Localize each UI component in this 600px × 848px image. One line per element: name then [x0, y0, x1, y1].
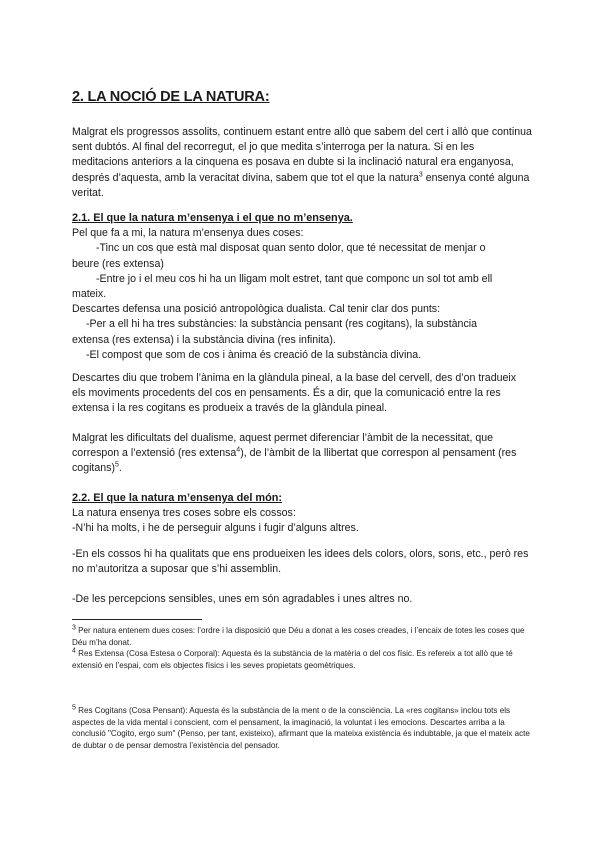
- dualism-text-c: .: [118, 462, 122, 475]
- pineal-paragraph: [72, 371, 532, 417]
- section-1-item1: -Tinc un cos que està mal disposat quan sento dolor, que té necessitat de menjar o: [96, 242, 486, 255]
- footnote-3-number: 3: [72, 624, 76, 632]
- footnote-ref-5[interactable]: 5: [115, 461, 119, 469]
- footnote-4-number: 4: [72, 647, 76, 655]
- qualities-paragraph: [72, 547, 532, 577]
- footnote-5-number: 5: [72, 704, 76, 712]
- section-2: [72, 491, 532, 537]
- intro-tail: ensenya conté alguna veritat.: [72, 171, 530, 199]
- footnote-ref-4[interactable]: 4: [236, 446, 241, 454]
- footnote-4-text: Res Extensa (Cosa Estesa o Corporal): Aquesta és la substància de la matèria o del cos físic. Es refereix a tot allò que té extensió en l’espai, com els objectes físics i les seves propietats geomètriques.: [72, 649, 513, 670]
- footnote-3-4: [72, 625, 532, 671]
- section-1-item2-cont: mateix.: [72, 288, 107, 301]
- section-1: [72, 211, 532, 363]
- intro-paragraph: [72, 125, 532, 201]
- section-1-item2: -Entre jo i el meu cos hi ha un lligam molt estret, tant que componc un sol tot amb ell: [96, 272, 493, 285]
- pineal-text: Descartes diu que trobem l’ànima en la glàndula pineal, a la base del cervell, des d’on tradueix els moviments procedents del cos en pensaments. És a dir, que la comunicació entre la res extensa i la res cogitans es produeix a través de la glàndula pineal.: [72, 372, 517, 415]
- dualism-text-b: ), de l’àmbit de la llibertat que correspon al pensament (res cogitans): [72, 447, 517, 475]
- section-1-item1-cont: beure (res extensa): [72, 257, 164, 270]
- footnote-5-text: Res Cogitans (Cosa Pensant): Aquesta és la substància de la ment o de la consciència. La «res cogitans» inclou tots els aspectes de la vida mental i conscient, com el pensament, la imaginació, la voluntat i les emocions. Descartes arriba a la conclusió "Cogito, ergo sum" (Penso, per tant, existeixo), afirmant que la mateixa existència és indubtable, ja que el mateix acte de dubtar o de pensar demostra l’existència del pensador.: [72, 706, 530, 750]
- dualism-text-a: Malgrat les dificultats del dualisme, aquest permet diferenciar l’àmbit de la necessitat, que correspon a l’extensió (res extensa: [72, 432, 494, 460]
- perceptions-text: -De les percepcions sensibles, unes em són agradables i unes altres no.: [72, 593, 413, 605]
- section-2-line2: -N’hi ha molts, i he de perseguir alguns i fugir d’alguns altres.: [72, 522, 359, 535]
- perceptions-paragraph: [72, 592, 532, 607]
- section-1-point1-cont: extensa (res extensa) i la substància divina (res infinita).: [72, 333, 336, 346]
- section-1-line2: Descartes defensa una posició antropològica dualista. Cal tenir clar dos punts:: [72, 303, 441, 316]
- footnote-3-text: Per natura entenem dues coses: l’ordre i la disposició que Déu a donat a les coses creades, i l’encaix de totes les coses que Déu m’ha donat.: [72, 626, 525, 647]
- dualism-paragraph: [72, 431, 532, 477]
- section-1-point1: -Per a ell hi ha tres substàncies: la substància pensant (res cogitans), la substància: [86, 318, 477, 331]
- footnote-divider: [72, 619, 202, 620]
- page-title: 2. LA NOCIÓ DE LA NATURA:: [72, 89, 270, 105]
- footnote-ref-3[interactable]: 3: [418, 171, 423, 179]
- section-2-line1: La natura ensenya tres coses sobre els cossos:: [72, 507, 296, 520]
- section-1-point2: -El compost que som de cos i ànima és creació de la substància divina.: [86, 348, 422, 361]
- intro-text: Malgrat els progressos assolits, continuem estant entre allò que sabem del cert i allò que continua sent dubtós. Al final del recorregut, el jo que medita s’interroga per la natura. Si en les meditacions anteriors a la cinquena es posava en dubte si la inclinació natural era enganyosa, després d’aquesta, amb la veracitat divina, sabem que tot el que la natura: [72, 126, 532, 184]
- footnote-5: [72, 705, 532, 751]
- qualities-text: -En els cossos hi ha qualitats que ens produeixen les idees dels colors, olors, sons, etc., però res no m’autoritza a suposar que s’hi assemblin.: [72, 548, 529, 576]
- section-1-heading: 2.1. El que la natura m’ensenya i el que no m’ensenya.: [72, 212, 353, 224]
- section-2-heading: 2.2. El que la natura m’ensenya del món:: [72, 492, 283, 504]
- section-1-line1: Pel que fa a mi, la natura m’ensenya dues coses:: [72, 227, 304, 240]
